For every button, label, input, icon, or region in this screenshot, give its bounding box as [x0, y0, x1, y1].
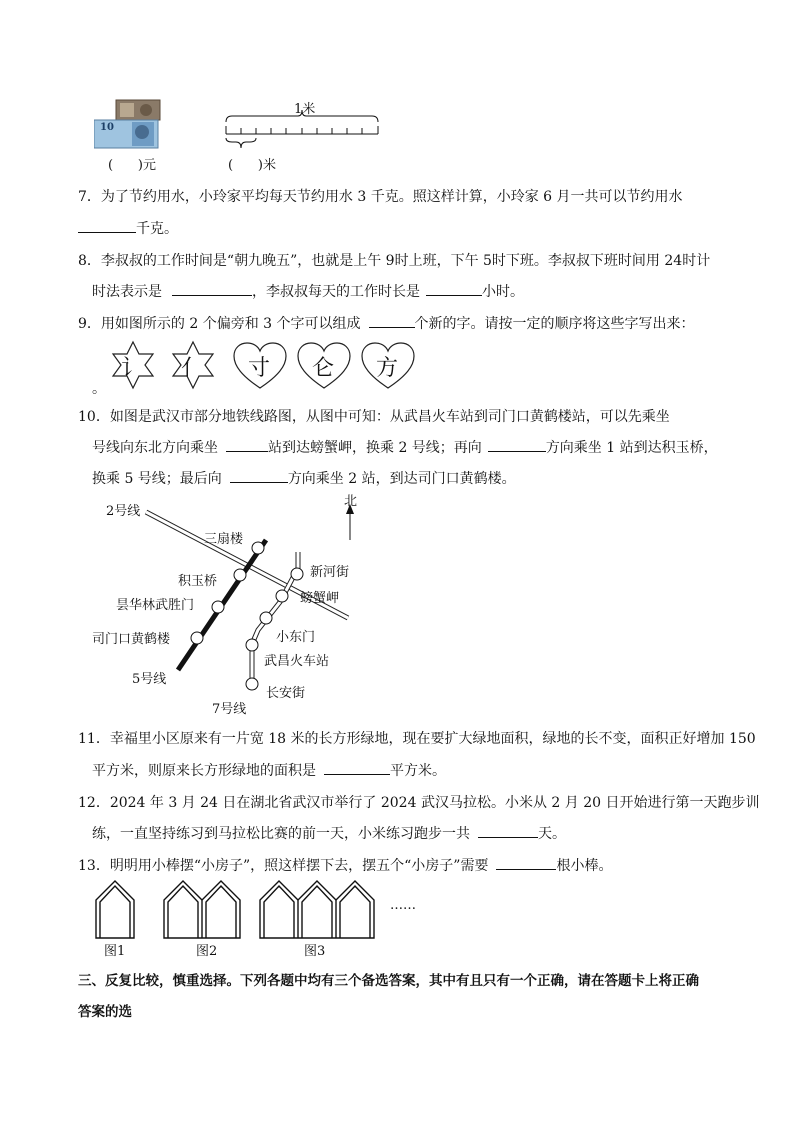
q8-line1: 8．李叔叔的工作时间是“朝九晚五”，也就是上午 9时上班，下午 5时下班。李叔叔下班时间用 24时计	[78, 253, 711, 269]
q10-line3: 换乘 5 号线；最后向 方向乘坐 2 站，到达司门口黄鹤楼。	[92, 468, 516, 488]
station-xinhejie: 新河街	[310, 565, 350, 580]
q9-star-1	[108, 340, 158, 390]
banknote-figure	[94, 98, 164, 152]
fig3-label: 图3	[304, 944, 326, 959]
station-wuchang: 武昌火车站	[264, 654, 330, 669]
q9-heart-3-char: 方	[376, 356, 399, 381]
map-line5-label: 5号线	[132, 672, 167, 687]
fig1-label: 图1	[104, 944, 126, 959]
station-yanhualin: 昙华林武胜门	[116, 598, 195, 613]
q10-line2: 号线向东北方向乘坐 站到达螃蟹岬，换乘 2 号线；再向 方向乘坐 1 站到达积玉桥，	[92, 437, 718, 457]
houses-figure	[90, 874, 440, 964]
q12-answer-blank[interactable]	[478, 823, 538, 838]
q9-heart-3	[360, 340, 416, 392]
money-caption: ( )元	[108, 158, 156, 173]
q7-answer-blank[interactable]	[78, 218, 136, 233]
q11-line2: 平方米，则原来长方形绿地的面积是 平方米。	[92, 760, 446, 780]
map-line7-label: 7号线	[212, 702, 247, 717]
station-xiaodongmen: 小东门	[276, 630, 316, 645]
station-changanjie: 长安街	[266, 686, 306, 701]
q9-heart-2	[296, 340, 352, 392]
section3-line2: 答案的选	[78, 1004, 132, 1020]
ruler-figure	[222, 104, 384, 152]
q9-heart-2-char: 仑	[312, 356, 335, 381]
q10-blank-direction2[interactable]	[230, 468, 288, 483]
q9-end-mark: 。	[92, 381, 106, 397]
houses-ellipsis: ……	[390, 898, 416, 913]
q8-blank-hours[interactable]	[426, 281, 482, 296]
ruler-caption: ( )米	[228, 158, 276, 173]
q11-answer-blank[interactable]	[324, 760, 390, 775]
q10-blank-stations[interactable]	[226, 437, 268, 452]
q9-heart-1-char: 寸	[248, 356, 271, 381]
q12-line2: 练，一直坚持练习到马拉松比赛的前一天，小米练习跑步一共 天。	[92, 823, 566, 843]
station-pangxiejia: 螃蟹岬	[300, 591, 340, 606]
q8-blank-time[interactable]	[172, 281, 252, 296]
section3-line1: 三、反复比较，慎重选择。下列各题中均有三个备选答案，其中有且只有一个正确，请在答题卡上将正确	[78, 973, 699, 989]
banknote-value: 10	[100, 122, 114, 133]
q13-answer-blank[interactable]	[496, 855, 556, 870]
map-north-label: 北	[344, 494, 358, 509]
q9-line1: 9．用如图所示的 2 个偏旁和 3 个字可以组成 个新的字。请按一定的顺序将这些字写出来：	[78, 313, 695, 333]
fig2-label: 图2	[196, 944, 218, 959]
q9-heart-1	[232, 340, 288, 392]
q9-star-2	[168, 340, 218, 390]
q7-line1: 7．为了节约用水，小玲家平均每天节约用水 3 千克。照这样计算，小玲家 6 月一共可以节约用水	[78, 189, 683, 205]
q13-line1: 13．明明用小棒摆“小房子”，照这样摆下去，摆五个“小房子”需要 根小棒。	[78, 855, 612, 875]
q10-blank-direction1[interactable]	[488, 437, 546, 452]
q9-star-1-char: 讠	[121, 356, 144, 381]
q12-line1: 12．2024 年 3 月 24 日在湖北省武汉市举行了 2024 武汉马拉松。小米从 2 月 20 日开始进行第一天跑步训	[78, 795, 760, 811]
station-sanshanlou: 三扇楼	[204, 532, 244, 547]
q9-star-2-char: 亻	[181, 356, 204, 381]
metro-map	[92, 490, 380, 720]
station-jiyuqiao: 积玉桥	[178, 574, 218, 589]
q10-line1: 10．如图是武汉市部分地铁线路图，从图中可知：从武昌火车站到司门口黄鹤楼站，可以先乘坐	[78, 409, 670, 425]
q8-line2: 时法表示是 ，李叔叔每天的工作时长是 小时。	[92, 281, 524, 301]
q11-line1: 11．幸福里小区原来有一片宽 18 米的长方形绿地，现在要扩大绿地面积，绿地的长不变，面积正好增加 150	[78, 731, 756, 747]
q7-line2: 千克。	[78, 218, 178, 238]
ruler-label: 1米	[294, 102, 316, 117]
station-simenkou: 司门口黄鹤楼	[92, 632, 171, 647]
q9-blank-count[interactable]	[369, 313, 415, 328]
map-line2-label: 2号线	[106, 504, 141, 519]
